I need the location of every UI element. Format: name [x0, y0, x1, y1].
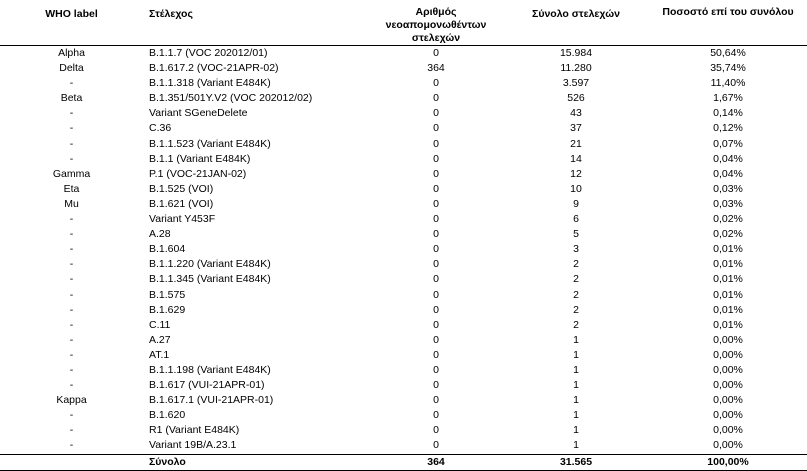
row-total-strains: 2 — [573, 273, 579, 286]
row-percent: 0,14% — [713, 107, 743, 120]
total-row — [0, 454, 807, 470]
table-row — [0, 167, 807, 182]
row-strain: B.1.1.318 (Variant E484K) — [149, 77, 271, 90]
header-percent-total: Ποσοστό επί του συνόλου — [649, 6, 807, 46]
row-total-strains: 1 — [573, 348, 579, 361]
row-new-isolated: 0 — [433, 394, 439, 407]
row-new-isolated: 0 — [433, 348, 439, 361]
row-who-label: - — [69, 152, 74, 165]
row-strain: B.1.617.2 (VOC-21APR-02) — [149, 62, 279, 75]
row-total-strains: 1 — [573, 394, 579, 407]
row-new-isolated: 0 — [433, 47, 439, 59]
row-new-isolated: 0 — [433, 92, 439, 105]
row-percent: 0,00% — [713, 348, 743, 361]
table-body — [0, 46, 807, 471]
total-row-total-strains: 31.565 — [503, 454, 649, 470]
row-percent: 0,03% — [713, 182, 743, 195]
total-row-empty — [0, 454, 143, 470]
row-total-strains: 11.280 — [560, 62, 592, 75]
row-new-isolated: 0 — [433, 182, 439, 195]
row-who-label: Alpha — [58, 47, 85, 59]
row-percent: 0,03% — [713, 197, 743, 210]
row-strain: B.1.1.523 (Variant E484K) — [149, 137, 271, 150]
row-strain: P.1 (VOC-21JAN-02) — [149, 167, 247, 180]
row-total-strains: 9 — [573, 197, 579, 210]
row-new-isolated: 0 — [433, 152, 439, 165]
row-percent: 0,00% — [713, 409, 743, 422]
row-who-label: - — [69, 439, 74, 452]
row-strain: B.1.1.345 (Variant E484K) — [149, 273, 271, 286]
header-strain-text: Στέλεχος — [149, 8, 193, 20]
row-percent: 0,07% — [713, 137, 743, 150]
row-percent: 0,12% — [713, 122, 743, 135]
row-strain: A.27 — [149, 333, 171, 346]
row-who-label: - — [69, 243, 74, 256]
row-percent: 0,04% — [713, 152, 743, 165]
row-strain: A.28 — [149, 228, 171, 241]
row-new-isolated: 0 — [433, 379, 439, 392]
row-percent: 35,74% — [710, 62, 746, 75]
total-row-label: Σύνολο — [143, 454, 369, 470]
row-who-label: - — [69, 258, 74, 271]
row-strain: B.1.620 — [149, 409, 186, 422]
row-percent: 0,00% — [713, 333, 743, 346]
row-new-isolated: 0 — [433, 228, 439, 241]
row-strain: Variant SGeneDelete — [149, 107, 248, 120]
row-strain: B.1.604 — [149, 243, 186, 256]
row-total-strains: 2 — [573, 318, 579, 331]
row-total-strains: 10 — [570, 182, 582, 195]
row-new-isolated: 0 — [433, 409, 439, 422]
row-strain: B.1.621 (VOI) — [149, 197, 214, 210]
row-who-label: - — [69, 424, 74, 437]
row-percent: 0,02% — [713, 228, 743, 241]
row-new-isolated: 0 — [433, 77, 439, 90]
row-who-label: - — [69, 273, 74, 286]
table-row — [0, 393, 807, 408]
row-strain: C.36 — [149, 122, 172, 135]
row-strain: B.1.575 — [149, 288, 186, 301]
row-new-isolated: 0 — [433, 439, 439, 452]
row-percent: 1,67% — [713, 92, 743, 105]
row-percent: 0,01% — [713, 243, 743, 256]
row-who-label: Kappa — [56, 394, 87, 407]
row-strain: B.1.351/501Y.V2 (VOC 202012/02) — [149, 92, 313, 105]
table-row — [0, 303, 807, 318]
row-total-strains: 1 — [573, 409, 579, 422]
row-strain: B.1.1.7 (VOC 202012/01) — [149, 47, 268, 59]
row-total-strains: 21 — [570, 137, 582, 150]
table-row — [0, 46, 807, 62]
row-who-label: - — [69, 379, 74, 392]
row-strain: Variant 19B/A.23.1 — [149, 439, 237, 452]
row-total-strains: 5 — [573, 228, 579, 241]
row-total-strains: 43 — [570, 107, 582, 120]
row-total-strains: 3.597 — [562, 77, 590, 90]
table-row — [0, 212, 807, 227]
row-new-isolated: 0 — [433, 258, 439, 271]
table-row — [0, 257, 807, 272]
row-who-label: - — [69, 303, 74, 316]
total-row-new-isolated: 364 — [369, 454, 503, 470]
row-new-isolated: 0 — [433, 167, 439, 180]
row-total-strains: 2 — [573, 258, 579, 271]
row-new-isolated: 364 — [427, 62, 445, 75]
row-new-isolated: 0 — [433, 318, 439, 331]
row-who-label: Gamma — [52, 167, 91, 180]
row-strain: B.1.525 (VOI) — [149, 182, 214, 195]
row-percent: 0,00% — [713, 394, 743, 407]
row-total-strains: 526 — [567, 92, 585, 105]
row-who-label: - — [69, 122, 74, 135]
row-who-label: - — [69, 288, 74, 301]
row-percent: 0,04% — [713, 167, 743, 180]
row-strain: B.1.617.1 (VUI-21APR-01) — [149, 394, 274, 407]
row-new-isolated: 0 — [433, 288, 439, 301]
row-new-isolated: 0 — [433, 197, 439, 210]
row-percent: 50,64% — [710, 47, 746, 59]
row-strain: B.1.1.220 (Variant E484K) — [149, 258, 271, 271]
row-percent: 0,00% — [713, 439, 743, 452]
table-row — [0, 76, 807, 91]
row-who-label: - — [69, 333, 74, 346]
table-row — [0, 438, 807, 454]
row-total-strains: 1 — [573, 424, 579, 437]
table-row — [0, 272, 807, 287]
row-who-label: Delta — [59, 62, 84, 75]
header-who-label: WHO label — [0, 6, 143, 46]
header-total-strains: Σύνολο στελεχών — [503, 6, 649, 46]
row-total-strains: 3 — [573, 243, 579, 256]
row-total-strains: 1 — [573, 439, 579, 452]
row-who-label: Beta — [60, 92, 83, 105]
row-new-isolated: 0 — [433, 243, 439, 256]
table-row — [0, 378, 807, 393]
row-who-label: - — [69, 107, 74, 120]
row-new-isolated: 0 — [433, 424, 439, 437]
row-new-isolated: 0 — [433, 303, 439, 316]
row-total-strains: 1 — [573, 333, 579, 346]
table-row — [0, 227, 807, 242]
row-who-label: - — [69, 77, 74, 90]
row-who-label: - — [69, 318, 74, 331]
table-row — [0, 288, 807, 303]
row-total-strains: 37 — [570, 122, 582, 135]
table-row — [0, 348, 807, 363]
table-row — [0, 91, 807, 106]
row-strain: B.1.1.198 (Variant E484K) — [149, 363, 271, 376]
header-new-isolated: Αριθμός νεοαπομονωθέντων στελεχών — [369, 6, 503, 46]
table-row — [0, 137, 807, 152]
row-percent: 0,01% — [713, 303, 743, 316]
row-who-label: - — [69, 409, 74, 422]
table-row — [0, 242, 807, 257]
variants-table — [0, 6, 807, 471]
table-row — [0, 333, 807, 348]
table-row — [0, 121, 807, 136]
row-who-label: - — [69, 363, 74, 376]
row-total-strains: 15.984 — [559, 47, 593, 59]
row-total-strains: 2 — [573, 288, 579, 301]
row-new-isolated: 0 — [433, 273, 439, 286]
row-percent: 0,00% — [713, 363, 743, 376]
row-who-label: - — [69, 213, 74, 226]
row-strain: C.11 — [149, 318, 171, 331]
row-who-label: Mu — [64, 197, 79, 210]
total-row-percent: 100,00% — [649, 454, 807, 470]
row-who-label: - — [69, 137, 74, 150]
table-row — [0, 197, 807, 212]
row-total-strains: 1 — [573, 379, 579, 392]
row-percent: 0,01% — [713, 318, 743, 331]
row-who-label: - — [69, 348, 74, 361]
row-total-strains: 12 — [570, 167, 582, 180]
row-strain: AT.1 — [149, 348, 170, 361]
row-strain: B.1.629 — [149, 303, 186, 316]
row-total-strains: 14 — [570, 152, 582, 165]
row-percent: 0,01% — [713, 258, 743, 271]
row-total-strains: 2 — [573, 303, 579, 316]
row-who-label: - — [69, 228, 74, 241]
row-percent: 0,02% — [713, 213, 743, 226]
header-strain — [143, 6, 369, 46]
row-new-isolated: 0 — [433, 333, 439, 346]
row-percent: 0,01% — [713, 288, 743, 301]
row-new-isolated: 0 — [433, 122, 439, 135]
table-row — [0, 152, 807, 167]
row-total-strains: 1 — [573, 363, 579, 376]
row-strain: B.1.617 (VUI-21APR-01) — [149, 379, 265, 392]
row-percent: 0,01% — [713, 273, 743, 286]
row-total-strains: 6 — [573, 213, 579, 226]
row-strain: B.1.1 (Variant E484K) — [149, 152, 251, 165]
row-strain: R1 (Variant E484K) — [149, 424, 240, 437]
row-percent: 0,00% — [713, 379, 743, 392]
row-percent: 11,40% — [710, 77, 746, 90]
table-row — [0, 408, 807, 423]
row-who-label: Eta — [63, 182, 80, 195]
table-row — [0, 61, 807, 76]
table-row — [0, 363, 807, 378]
table-row — [0, 182, 807, 197]
row-percent: 0,00% — [713, 424, 743, 437]
table-row — [0, 318, 807, 333]
row-new-isolated: 0 — [433, 107, 439, 120]
table-row — [0, 106, 807, 121]
row-new-isolated: 0 — [433, 213, 439, 226]
table-row — [0, 423, 807, 438]
row-new-isolated: 0 — [433, 363, 439, 376]
row-new-isolated: 0 — [433, 137, 439, 150]
table-header — [0, 6, 807, 46]
row-strain: Variant Y453F — [149, 213, 216, 226]
